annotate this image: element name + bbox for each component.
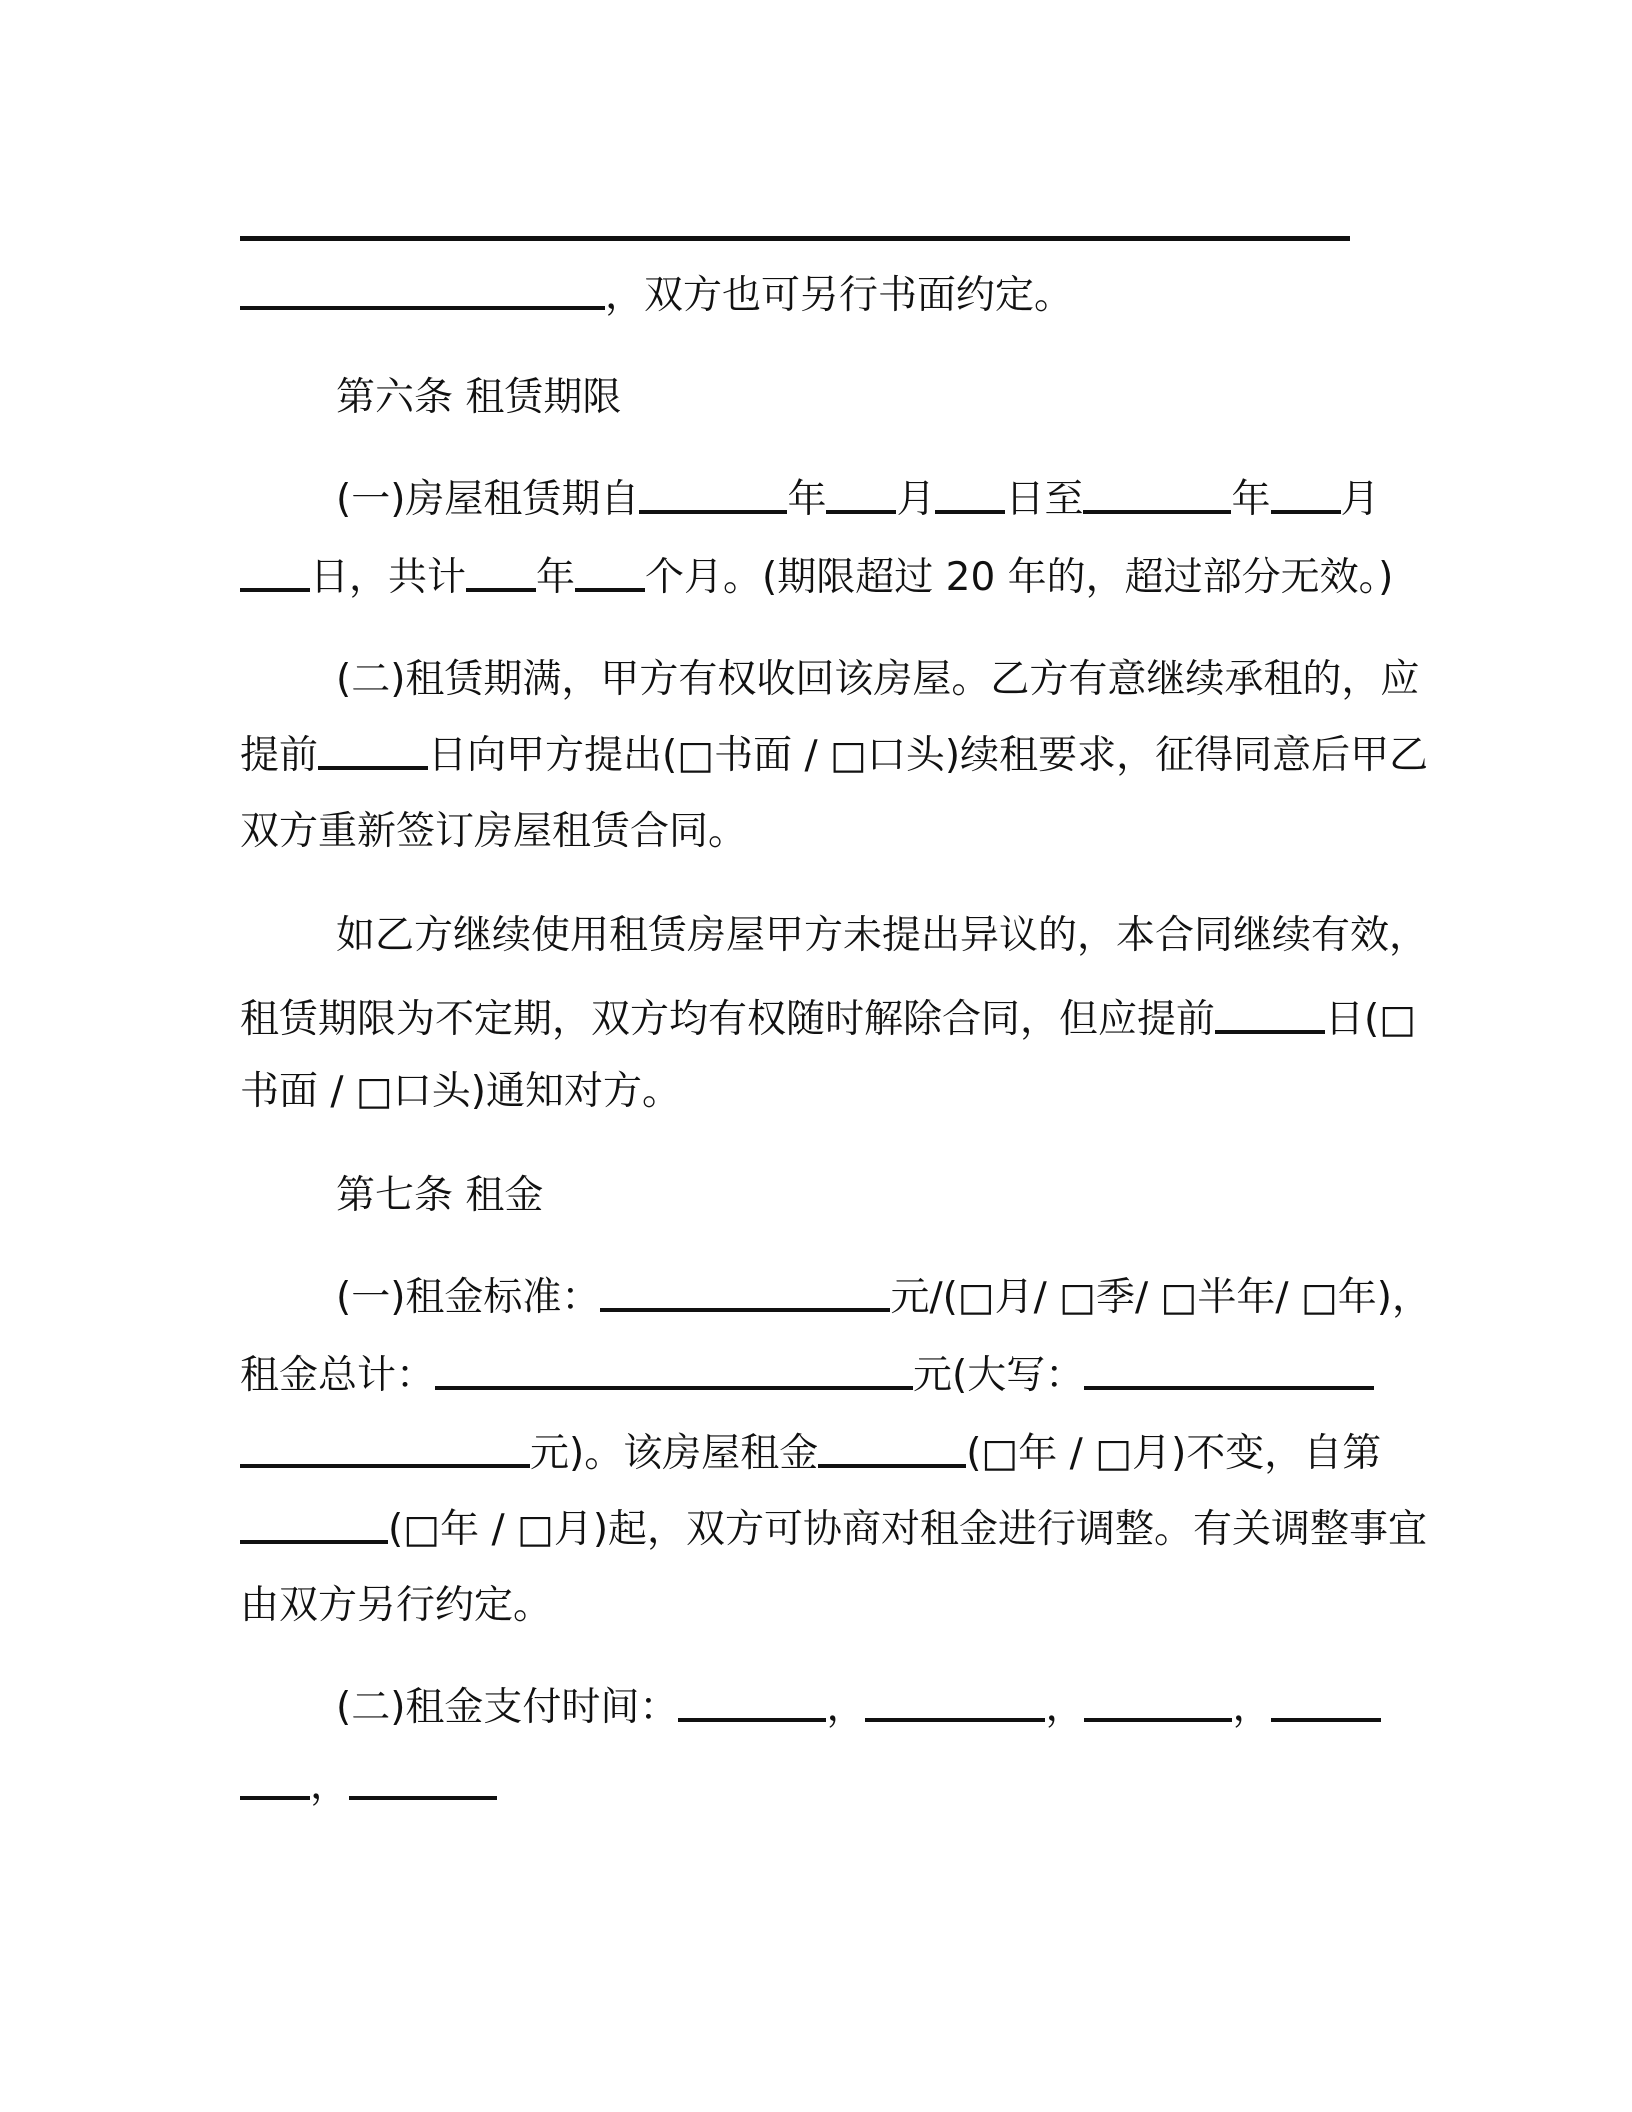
fill-in-blank xyxy=(240,1540,388,1544)
fill-in-blank xyxy=(1271,1718,1381,1722)
paragraph-line: (□年 / □月)起，双方可协商对租金进行调整。有关调整事宜 xyxy=(240,1504,1427,1556)
paragraph-line: (一)房屋租赁期自 年 月 日至 年 月 xyxy=(336,477,1380,522)
fill-in-blank xyxy=(639,510,787,514)
fill-in-blank xyxy=(1215,1030,1325,1034)
fill-in-blank xyxy=(1271,510,1341,514)
fill-in-blank xyxy=(600,1308,890,1312)
paragraph-line: 书面 / □口头)通知对方。 xyxy=(240,1069,681,1114)
fill-in-blank xyxy=(240,306,605,310)
paragraph-line: (二)租金支付时间： ， ， ， xyxy=(336,1682,1381,1734)
fill-in-blank xyxy=(435,1386,913,1390)
fill-in-blank xyxy=(865,1718,1045,1722)
fill-in-blank xyxy=(240,1796,310,1800)
paragraph-line: (一)租金标准： 元/(□月/ □季/ □半年/ □年)， xyxy=(336,1275,1432,1320)
fill-in-blank xyxy=(575,588,645,592)
fill-in-blank xyxy=(678,1718,826,1722)
paragraph-line: 租金总计： 元(大写： xyxy=(240,1350,1374,1402)
fill-in-blank xyxy=(240,588,310,592)
fill-in-blank xyxy=(349,1796,497,1800)
fill-in-blank xyxy=(240,1464,530,1468)
paragraph-line: (二)租赁期满，甲方有权收回该房屋。乙方有意继续承租的，应 xyxy=(336,657,1420,702)
paragraph-line: 租赁期限为不定期，双方均有权随时解除合同，但应提前 日(□ xyxy=(240,997,1417,1042)
paragraph-line: 双方重新签订房屋租赁合同。 xyxy=(240,809,748,854)
fill-in-blank xyxy=(318,766,428,770)
paragraph-line: ， xyxy=(240,1760,497,1812)
fill-in-blank xyxy=(826,510,896,514)
paragraph-line: 元)。该房屋租金 (□年 / □月)不变，自第 xyxy=(240,1428,1381,1480)
paragraph-line: 提前 日向甲方提出(□书面 / □口头)续租要求，征得同意后甲乙 xyxy=(240,733,1429,778)
article-6-heading: 第六条 租赁期限 xyxy=(336,375,622,420)
fill-in-blank xyxy=(1084,1386,1374,1390)
fill-in-blank xyxy=(466,588,536,592)
article-7-heading: 第七条 租金 xyxy=(336,1173,544,1218)
paragraph-line: 日，共计 年 个月。(期限超过 20 年的，超过部分无效。) xyxy=(240,552,1393,604)
paragraph-line: ，双方也可另行书面约定。 xyxy=(240,270,1073,322)
paragraph-line: 由双方另行约定。 xyxy=(240,1583,553,1628)
fill-in-blank xyxy=(1083,510,1231,514)
paragraph-line: 如乙方继续使用租赁房屋甲方未提出异议的，本合同继续有效， xyxy=(336,913,1429,958)
fill-in-blank xyxy=(935,510,1005,514)
fill-in-blank xyxy=(818,1464,966,1468)
fill-in-blank xyxy=(1084,1718,1232,1722)
fill-in-line xyxy=(240,236,1350,241)
